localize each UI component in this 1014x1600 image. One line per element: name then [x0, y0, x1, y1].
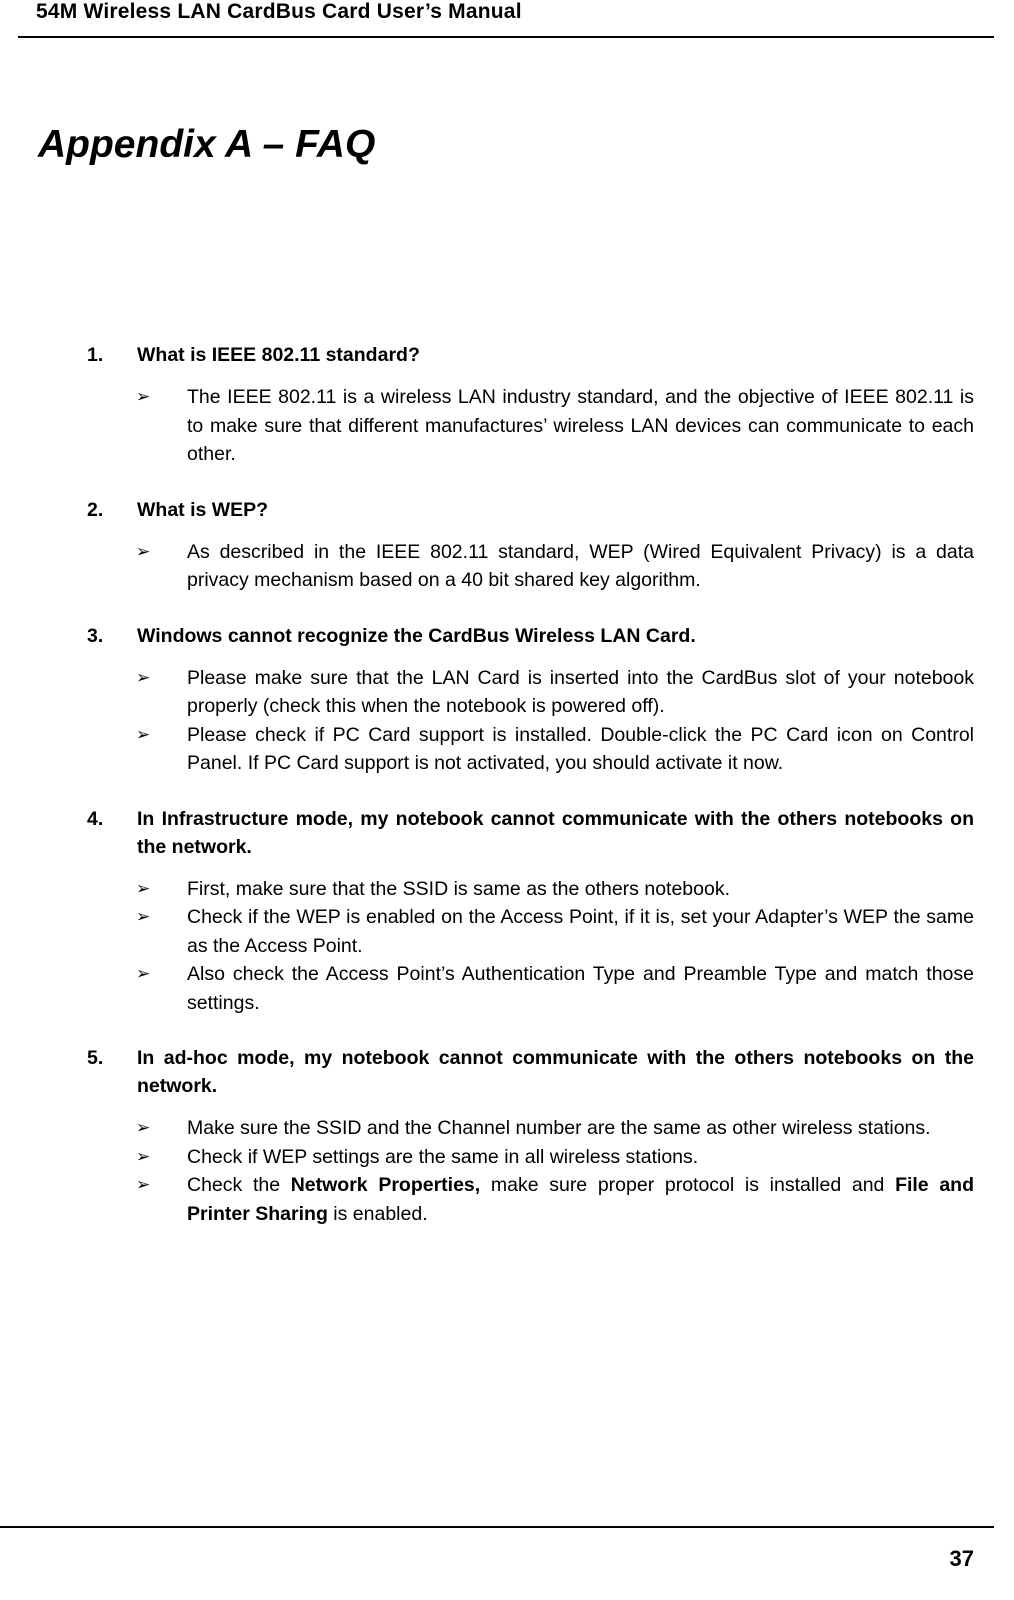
header-title: 54M Wireless LAN CardBus Card User’s Manual	[36, 0, 522, 23]
arrow-bullet-icon: ➢	[136, 1118, 151, 1137]
faq-answer	[135, 1114, 974, 1143]
question-number: 4.	[87, 807, 104, 830]
answer-text: The IEEE 802.11 is a wireless LAN industry standard, and the objective of IEEE 802.11 is to make sure that different manufactures’ wireless LAN devices can communicate to each other.	[187, 386, 974, 465]
faq-item	[0, 805, 1014, 1018]
answer-text-prefix: Check the	[187, 1174, 291, 1196]
header-divider	[18, 36, 994, 38]
answer-text: Please check if PC Card support is installed. Double-click the PC Card icon on Control Panel. If PC Card support is not activated, you should activate it now.	[187, 723, 974, 774]
faq-answer	[135, 664, 974, 721]
faq-answer	[135, 538, 974, 595]
arrow-bullet-icon: ➢	[136, 541, 151, 561]
file-printer-sharing-label: File and Printer Sharing	[187, 1174, 974, 1225]
question-text: What is IEEE 802.11 standard?	[137, 344, 420, 366]
answer-text: First, make sure that the SSID is same as the others notebook.	[187, 877, 731, 900]
answer-text: As described in the IEEE 802.11 standard, WEP (Wired Equivalent Privacy) is a data privacy mechanism based on a 40 bit shared key algorithm.	[187, 540, 974, 591]
question-number: 3.	[87, 624, 104, 647]
arrow-bullet-icon: ➢	[136, 724, 151, 744]
faq-answer	[135, 960, 974, 1017]
question-number: 1.	[87, 344, 104, 366]
answer-text: Please make sure that the LAN Card is inserted into the CardBus slot of your notebook properly (check this when the notebook is powered off).	[187, 666, 974, 717]
arrow-bullet-icon: ➢	[136, 878, 151, 898]
question-number: 5.	[87, 1047, 104, 1069]
faq-question	[87, 496, 974, 524]
faq-item	[0, 496, 1014, 595]
faq-answer	[135, 721, 974, 778]
question-number: 2.	[87, 498, 104, 521]
question-text: In Infrastructure mode, my notebook cannot communicate with the others notebooks on the network.	[137, 807, 974, 858]
arrow-bullet-icon: ➢	[136, 1175, 151, 1194]
faq-list	[0, 341, 1014, 1255]
arrow-bullet-icon: ➢	[136, 964, 151, 983]
faq-item	[0, 341, 1014, 469]
footer-divider	[0, 1526, 994, 1528]
answer-text: Check if WEP settings are the same in all wireless stations.	[187, 1145, 699, 1168]
page-number: 37	[949, 1546, 974, 1571]
faq-question	[87, 805, 974, 861]
faq-item	[0, 622, 1014, 778]
arrow-bullet-icon: ➢	[136, 1146, 151, 1166]
faq-answer	[135, 875, 974, 904]
question-text: In ad-hoc mode, my notebook cannot communicate with the others notebooks on the network.	[137, 1047, 974, 1097]
faq-question	[87, 1044, 974, 1100]
page-title: Appendix A – FAQ	[38, 123, 376, 166]
answer-text: Make sure the SSID and the Channel number are the same as other wireless stations.	[187, 1117, 931, 1139]
faq-answer	[135, 383, 974, 469]
arrow-bullet-icon: ➢	[136, 667, 151, 687]
answer-text-middle: make sure proper protocol is installed and	[480, 1174, 896, 1196]
faq-answer	[135, 1143, 974, 1172]
answer-text: Check if the WEP is enabled on the Access Point, if it is, set your Adapter’s WEP the same as the Access Point.	[187, 906, 974, 957]
faq-answer	[135, 1171, 974, 1228]
faq-answer	[135, 903, 974, 960]
arrow-bullet-icon: ➢	[136, 387, 151, 406]
faq-question	[87, 622, 974, 650]
arrow-bullet-icon: ➢	[136, 907, 151, 926]
answer-text	[187, 1171, 974, 1228]
faq-item	[0, 1044, 1014, 1228]
answer-text: Also check the Access Point’s Authentication Type and Preamble Type and match those settings.	[187, 963, 974, 1014]
question-text: Windows cannot recognize the CardBus Wireless LAN Card.	[137, 624, 696, 647]
answer-text-suffix: is enabled.	[327, 1202, 428, 1225]
network-properties-label: Network Properties,	[290, 1174, 481, 1196]
question-text: What is WEP?	[137, 498, 269, 521]
faq-question	[87, 341, 974, 369]
